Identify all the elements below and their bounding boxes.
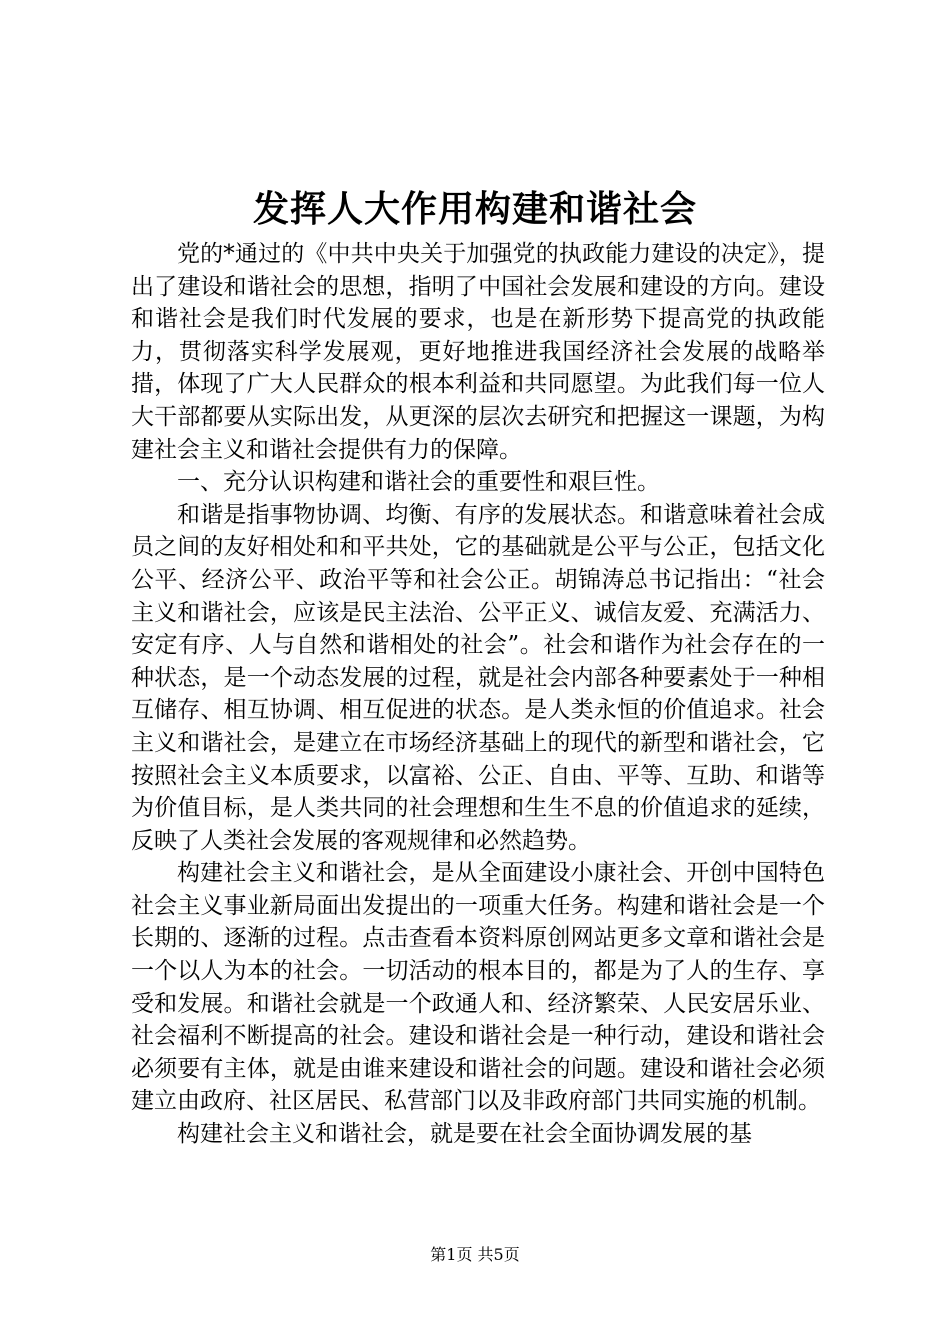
paragraph-building-harmony: 构建社会主义和谐社会，是从全面建设小康社会、开创中国特色社会主义事业新局面出发提出的一项重大任务。构建和谐社会是一个长期的、逐渐的过程。点击查看本资料原创网站更多文章和谐社会是一个以人为本的社会。一切活动的根本目的，都是为了人的生存、享受和发展。和谐社会就是一个政通人和、经济繁荣、人民安居乐业、社会福利不断提高的社会。建设和谐社会是一种行动，建设和谐社会必须要有主体，就是由谁来建设和谐社会的问题。建设和谐社会必须建立由政府、社区居民、私营部门以及非政府部门共同实施的机制。 bbox=[131, 860, 825, 1115]
page-footer: 第1页 共5页 bbox=[430, 1245, 520, 1264]
paragraph-intro: 党的*通过的《中共中央关于加强党的执政能力建设的决定》，提出了建设和谐社会的思想，指明了中国社会发展和建设的方向。建设和谐社会是我们时代发展的要求，也是在新形势下提高党的执政能力，贯彻落实科学发展观，更好地推进我国经济社会发展的战略举措，体现了广大人民群众的根本利益和共同愿望。为此我们每一位人大干部都要从实际出发，从更深的层次去研究和把握这一课题，为构建社会主义和谐社会提供有力的保障。 bbox=[131, 241, 825, 463]
document-title: 发挥人大作用构建和谐社会 bbox=[252, 188, 697, 230]
paragraph-harmony-definition: 和谐是指事物协调、均衡、有序的发展状态。和谐意味着社会成员之间的友好相处和和平共处，它的基础就是公平与公正，包括文化公平、经济公平、政治平等和社会公正。胡锦涛总书记指出：“社会主义和谐社会，应该是民主法治、公平正义、诚信友爱、充满活力、安定有序、人与自然和谐相处的社会”。社会和谐作为社会存在的一种状态，是一个动态发展的过程，就是社会内部各种要素处于一种相互储存、相互协调、相互促进的状态。是人类永恒的价值追求。社会主义和谐社会，是建立在市场经济基础上的现代的新型和谐社会，它按照社会主义本质要求，以富裕、公正、自由、平等、互助、和谐等为价值目标，是人类共同的社会理想和生生不息的价值追求的延续，反映了人类社会发展的客观规律和必然趋势。 bbox=[131, 501, 825, 854]
paragraph-continued: 构建社会主义和谐社会，就是要在社会全面协调发展的基 bbox=[177, 1121, 752, 1148]
section-heading-1: 一、充分认识构建和谐社会的重要性和艰巨性。 bbox=[177, 469, 660, 496]
document-body bbox=[131, 238, 825, 1151]
